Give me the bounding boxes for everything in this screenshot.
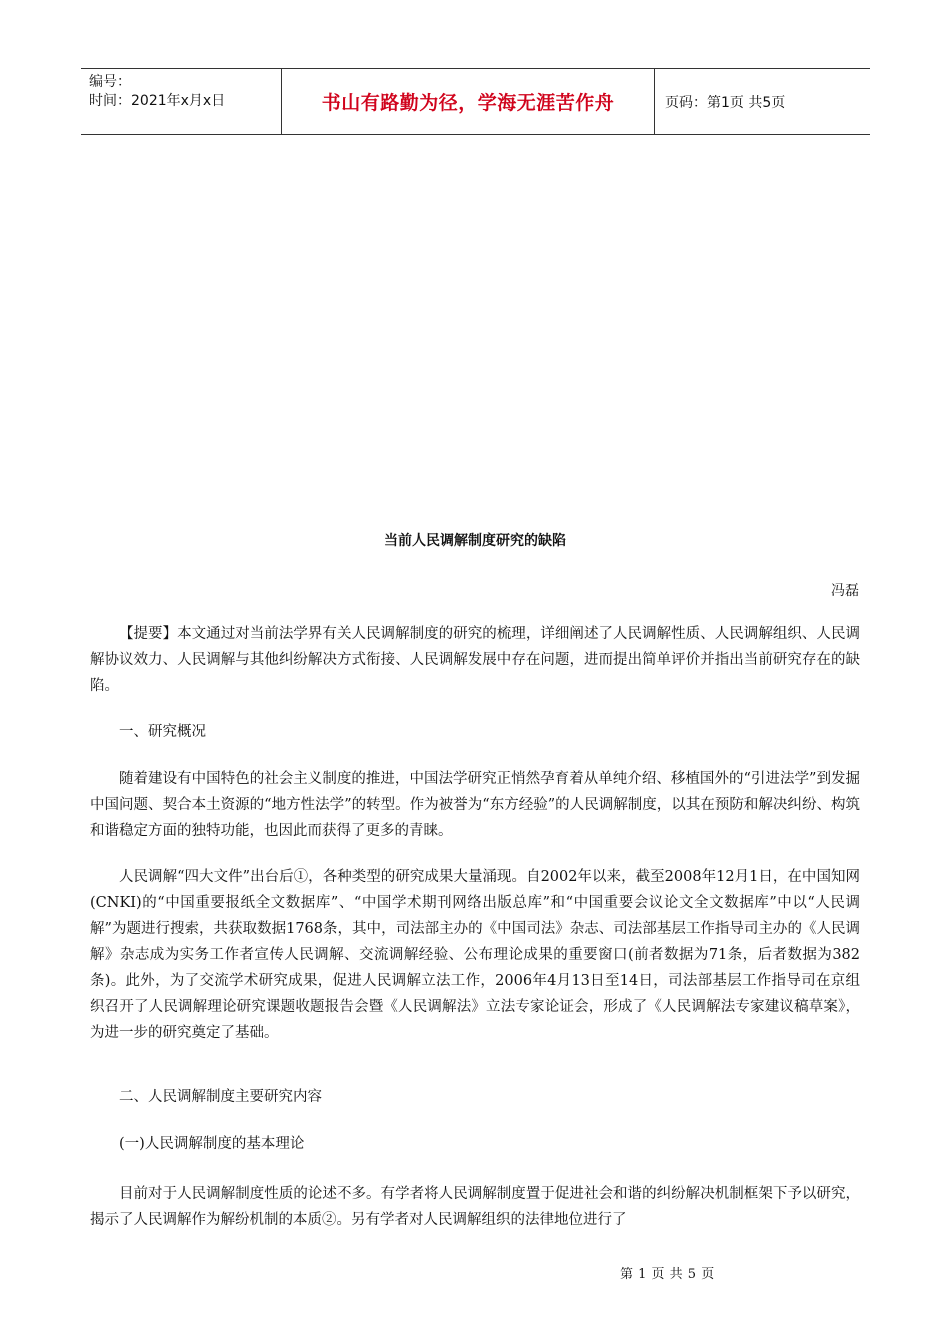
body-paragraph: 人民调解“四大文件”出台后①，各种类型的研究成果大量涌现。自2002年以来，截至2008年12月1日，在中国知网(CNKI)的“中国重要报纸全文数据库”、“中国学术期刊网络出版总库”和“中国重要会议论文全文数据库”中以“人民调解”为题进行搜索，共获取数据1768条，其中，司法部主办的《中国司法》杂志、司法部基层工作指导司主办的《人民调解》杂志成为实务工作者宣传人民调解、交流调解经验、公布理论成果的重要窗口(前者数据为71条，后者数据为382条)。此外，为了交流学术研究成果，促进人民调解立法工作，2006年4月13日至14日，司法部基层工作指导司在京组织召开了人民调解理论研究课题收题报告会暨《人民调解法》立法专家论证会，形成了《人民调解法专家建议稿草案》，为进一步的研究奠定了基础。	[90, 869, 860, 1041]
body-paragraph: 目前对于人民调解制度性质的论述不多。有学者将人民调解制度置于促进社会和谐的纠纷解决机制框架下予以研究，揭示了人民调解作为解纷机制的本质②。另有学者对人民调解组织的法律地位进行了	[90, 1186, 860, 1228]
section-heading-1: 一、研究概况	[119, 724, 206, 740]
header-motto: 书山有路勤为径，学海无涯苦作舟	[282, 69, 655, 134]
abstract-paragraph: 【提要】本文通过对当前法学界有关人民调解制度的研究的梳理，详细阐述了人民调解性质、人民调解组织、人民调解协议效力、人民调解与其他纠纷解决方式衔接、人民调解发展中存在问题，进而提出简单评价并指出当前研究存在的缺陷。	[90, 626, 860, 694]
number-label: 编号：	[89, 74, 131, 90]
subsection-heading: (一)人民调解制度的基本理论	[119, 1136, 305, 1152]
article-author: 冯磊	[831, 583, 859, 599]
article-title: 当前人民调解制度研究的缺陷	[384, 533, 566, 549]
header-meta	[81, 69, 282, 134]
page-footer: 第 1 页 共 5 页	[620, 1267, 715, 1282]
body-paragraph: 随着建设有中国特色的社会主义制度的推进，中国法学研究正悄然孕育着从单纯介绍、移植国外的“引进法学”到发掘中国问题、契合本土资源的“地方性法学”的转型。作为被誉为“东方经验”的人民调解制度，以其在预防和解决纠纷、构筑和谐稳定方面的独特功能，也因此而获得了更多的青睐。	[90, 771, 860, 839]
document-header	[81, 68, 870, 135]
time-label: 时间：2021年x月x日	[89, 93, 226, 109]
header-page-info: 页码：第1页 共5页	[665, 94, 786, 111]
section-heading-2: 二、人民调解制度主要研究内容	[119, 1089, 322, 1105]
